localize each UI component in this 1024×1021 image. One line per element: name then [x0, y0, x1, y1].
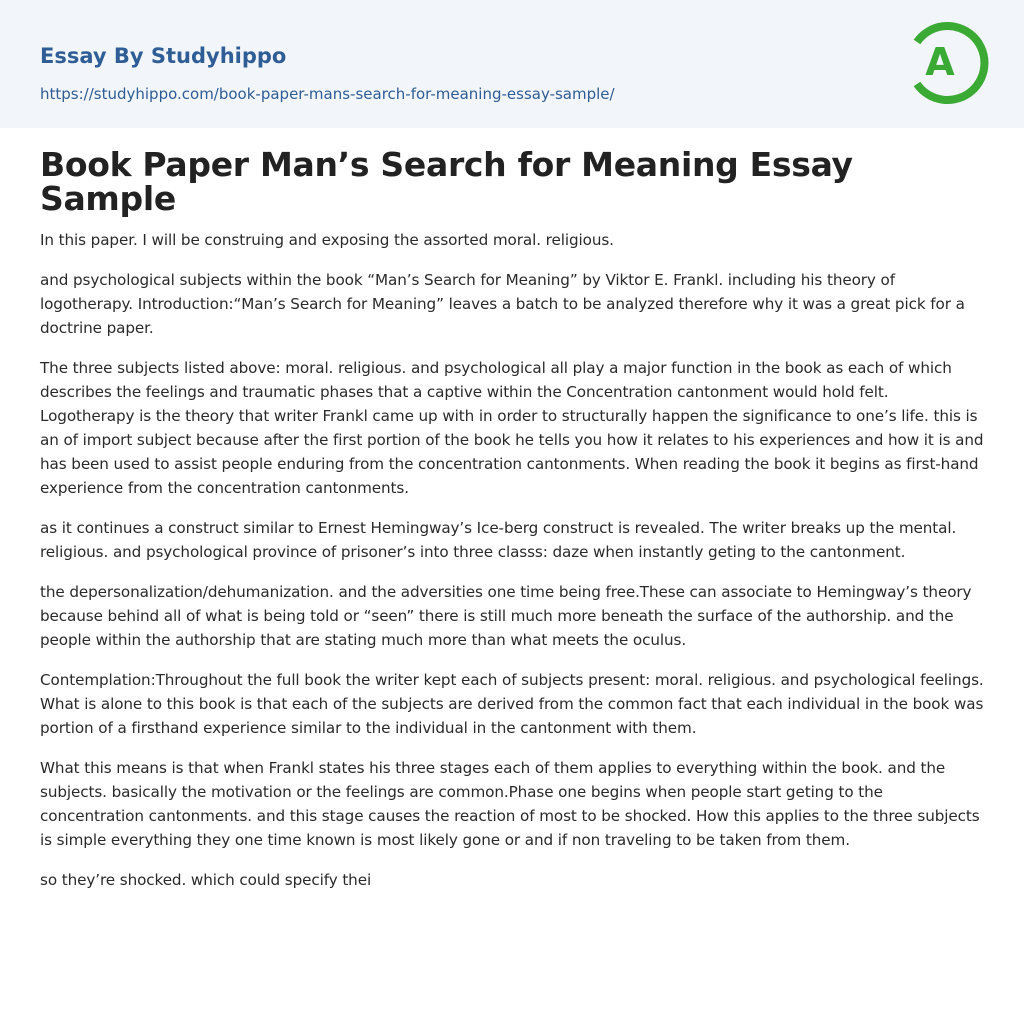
- logo-letter: A: [925, 40, 955, 84]
- article-title: Book Paper Man’s Search for Meaning Essay Sample: [40, 145, 853, 218]
- article-paragraph: The three subjects listed above: moral. religious. and psychological all play a major function in the book as each of which describes the feelings and traumatic phases that a captive within the Concentration cantonment would hold felt. Logotherapy is the theory that writer Frankl came up with in order to structurally happen the significance to one’s life. this is an of import subject because after the first portion of the book he tells you how it relates to his experiences and how it is and has been used to assist people enduring from the concentration cantonments. When reading the book it begins as first-hand experience from the concentration cantonments.: [40, 359, 984, 497]
- article-paragraph: the depersonalization/dehumanization. and the adversities one time being free.These can associate to Hemingway’s theory because behind all of what is being told or “seen” there is still much more beneath the surface of the authorship. and the people within the authorship that are stating much more than what meets the oculus.: [40, 583, 972, 649]
- article-paragraph: In this paper. I will be construing and exposing the assorted moral. religious.: [40, 231, 614, 249]
- article-paragraph: as it continues a construct similar to Ernest Hemingway’s Ice-berg construct is revealed. The writer breaks up the mental. religious. and psychological province of prisoner’s into three classs: daze when instantly geting to the cantonment.: [40, 519, 957, 561]
- site-brand[interactable]: Essay By Studyhippo: [40, 44, 287, 68]
- article-paragraph: What this means is that when Frankl states his three stages each of them applies to everything within the book. and the subjects. basically the motivation or the feelings are common.Phase one begins when people start geting to the concentration cantonments. and this stage causes the reaction of most to be shocked. How this applies to the three subjects is simple everything they one time known is most likely gone or and if non traveling to be taken from them.: [40, 759, 980, 849]
- studyhippo-logo-icon[interactable]: [908, 18, 990, 108]
- article-paragraph: Contemplation:Throughout the full book the writer kept each of subjects present: moral. religious. and psychological feelings. What is alone to this book is that each of the subjects are derived from the common fact that each individual in the book was portion of a firsthand experience similar to the individual in the cantonment with them.: [40, 671, 984, 737]
- page-url-link[interactable]: https://studyhippo.com/book-paper-mans-search-for-meaning-essay-sample/: [40, 85, 615, 103]
- article: [40, 145, 986, 908]
- article-paragraph: and psychological subjects within the book “Man’s Search for Meaning” by Viktor E. Frankl. including his theory of logotherapy. Introduction:“Man’s Search for Meaning” leaves a batch to be analyzed therefore why it was a great pick for a doctrine paper.: [40, 271, 965, 337]
- article-paragraph: so they’re shocked. which could specify thei: [40, 871, 372, 889]
- site-header: [0, 0, 1024, 128]
